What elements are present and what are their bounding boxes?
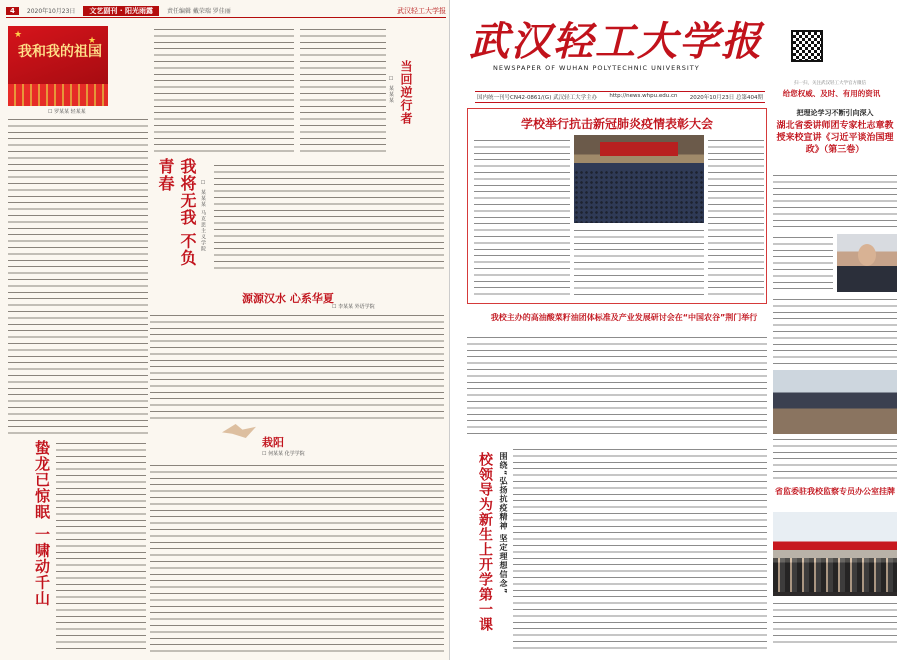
article-text-3 xyxy=(300,26,386,156)
audience-shape xyxy=(574,170,704,223)
masthead-title: 武汉轻工大学报 xyxy=(469,18,763,65)
poster-text: 我和我的祖国 xyxy=(18,44,102,60)
lead-title: 学校举行抗击新冠肺炎疫情表彰大会 xyxy=(520,117,713,131)
stage-shape xyxy=(600,142,678,156)
lead-photo xyxy=(574,135,704,223)
bottom-right-text xyxy=(773,600,897,644)
article-author-hanshui: ☐ 李某某 外语学院 xyxy=(332,304,375,310)
page-date: 2020年10月23日 xyxy=(26,8,76,15)
article-title-wojiang: 我将无我 不负青春 xyxy=(156,158,197,267)
article-title-hanshui: 源源汉水 心系华夏 xyxy=(242,292,334,305)
page-number: 4 xyxy=(6,7,19,15)
poster-author: ☐ 罗某某 轻某某 xyxy=(48,109,86,115)
lead-text-1 xyxy=(474,137,570,299)
qr-caption: 扫一扫，关注武汉轻工大学官方微信 xyxy=(794,81,866,86)
masthead-english: NEWSPAPER OF WUHAN POLYTECHNIC UNIVERSITY xyxy=(493,64,700,72)
issue-bar xyxy=(475,91,765,103)
sidebar-text-1 xyxy=(773,172,897,232)
article-author-wojiang: ☐ 某某某 马克思主义学院 xyxy=(200,180,206,253)
face-shape xyxy=(858,244,876,266)
article-text-6 xyxy=(150,462,444,654)
article-title-zhelong: 蛰龙已惊眠 一啸动千山 xyxy=(33,440,51,607)
masthead xyxy=(469,20,769,70)
second-article-text xyxy=(467,334,767,438)
article-text-4 xyxy=(214,162,444,272)
article-text-2 xyxy=(154,26,294,156)
ceremony-photo xyxy=(773,512,897,596)
sidebar-article xyxy=(773,108,897,156)
article-text-5 xyxy=(150,312,444,420)
sidebar-text-4 xyxy=(773,436,897,480)
sidebar-title: 湖北省委讲师团专家杜志章教授来校宣讲《习近平谈治国理政》（第三卷） xyxy=(776,121,894,155)
lead-article xyxy=(467,108,767,304)
bird-decoration xyxy=(222,424,256,438)
article-title-danghui: 当回逆行者 xyxy=(399,60,413,125)
poster-image xyxy=(8,26,108,106)
issue-url[interactable]: http://news.whpu.edu.cn xyxy=(609,93,678,99)
right-page xyxy=(451,0,900,660)
lead-text-2 xyxy=(708,137,764,299)
section-title: 文艺副刊 · 阳光雨露 xyxy=(83,6,159,16)
left-page-header xyxy=(6,4,446,18)
vertical-headline: 校领导为新生上开学第一课 xyxy=(477,452,493,632)
article-author-danghui: ☐ 某某某 xyxy=(388,76,394,104)
editors: 责任编辑 戴荣瑞 罗佳丽 xyxy=(166,8,231,15)
people-shape xyxy=(773,558,897,592)
flags-decoration xyxy=(8,84,108,106)
vertical-subtitle: 围绕“弘扬抗疫精神 坚定理想信念” xyxy=(499,452,508,595)
article-title-zaiyang: 栽阳 xyxy=(262,436,284,449)
issue-date: 2020年10月23日 总第404期 xyxy=(689,95,763,101)
star-icon: ★ xyxy=(14,30,23,40)
meeting-photo xyxy=(773,370,897,434)
article-text-1 xyxy=(8,116,148,434)
sidebar-subtitle: 把理论学习不断引向深入 xyxy=(796,109,874,117)
second-headline: 我校主办的高油酸菜籽油团体标准及产业发展研讨会在“中国农谷”荆门举行 xyxy=(490,313,758,322)
sidebar-text-3 xyxy=(773,296,897,366)
bottom-right-title: 省监委驻我校监察专员办公室挂牌 xyxy=(775,487,895,496)
header-brand: 武汉轻工大学报 xyxy=(397,6,446,15)
issue-info: 国内统一刊号CN42-0861/(G) 武汉轻工大学主办 xyxy=(477,95,598,101)
slogan: 给您权威、及时、有用的资讯 xyxy=(782,89,881,98)
article-author-zaiyang: ☐ 何某某 化学学院 xyxy=(262,451,305,457)
star-icon: ★ xyxy=(88,36,97,46)
qr-code-icon[interactable] xyxy=(791,30,823,62)
vertical-article-text xyxy=(513,446,767,654)
lead-text-3 xyxy=(574,227,704,299)
sidebar-text-2 xyxy=(773,234,833,294)
speaker-portrait xyxy=(837,234,897,292)
article-text-7 xyxy=(56,440,146,654)
